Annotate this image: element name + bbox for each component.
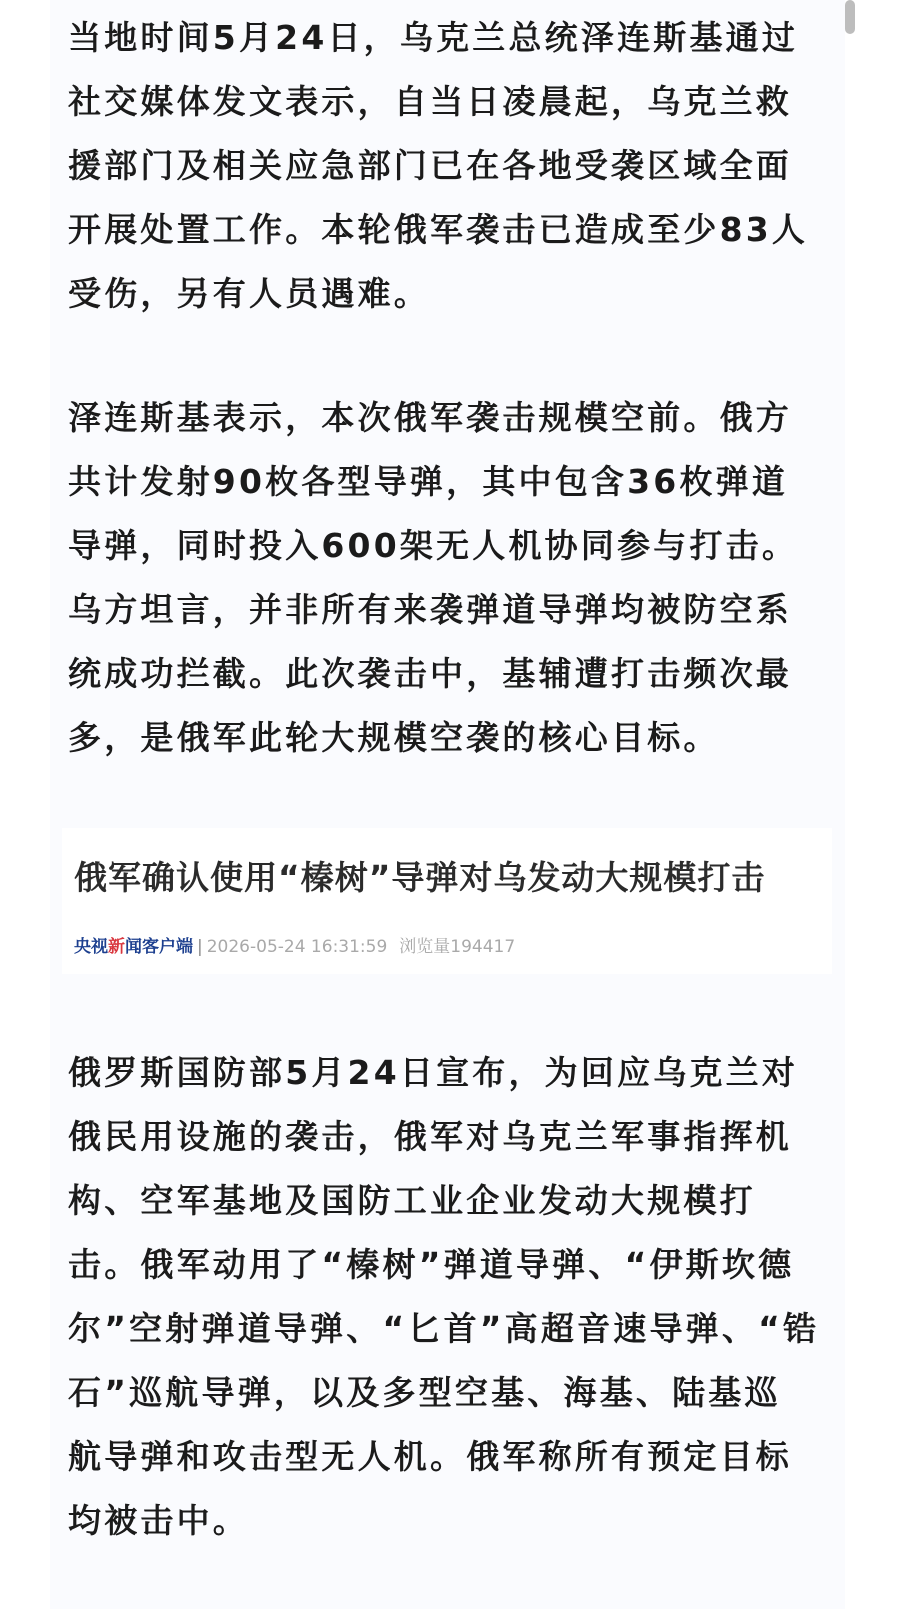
paragraph-line: 社交媒体发文表示，自当日凌晨起，乌克兰救 bbox=[68, 82, 792, 121]
paragraph-line: 俄罗斯国防部5月24日宣布，为回应乌克兰对 bbox=[68, 1053, 799, 1092]
paragraph-line: 共计发射90枚各型导弹，其中包含36枚弹道 bbox=[68, 462, 789, 501]
news-headline[interactable]: 俄军确认使用“榛树”导弹对乌发动大规模打击 bbox=[74, 858, 766, 897]
scrollbar-thumb[interactable] bbox=[845, 0, 855, 34]
article-paragraph-1 bbox=[68, 6, 828, 326]
paragraph-line: 开展处置工作。本轮俄军袭击已造成至少83人 bbox=[68, 210, 809, 249]
paragraph-line: 当地时间5月24日，乌克兰总统泽连斯基通过 bbox=[68, 18, 799, 57]
paragraph-line: 尔”空射弹道导弹、“匕首”高超音速导弹、“锆 bbox=[68, 1309, 820, 1348]
paragraph-line: 导弹，同时投入600架无人机协同参与打击。 bbox=[68, 526, 799, 565]
article-paragraph-3 bbox=[68, 1041, 828, 1553]
paragraph-line: 泽连斯基表示，本次俄军袭击规模空前。俄方 bbox=[68, 398, 792, 437]
news-meta bbox=[74, 932, 515, 957]
article-paragraph-2 bbox=[68, 386, 828, 770]
embedded-news-card[interactable] bbox=[62, 828, 832, 974]
paragraph-line: 受伤，另有人员遇难。 bbox=[68, 274, 430, 313]
paragraph-line: 石”巡航导弹，以及多型空基、海基、陆基巡 bbox=[68, 1373, 781, 1412]
paragraph-line: 航导弹和攻击型无人机。俄军称所有预定目标 bbox=[68, 1437, 792, 1476]
paragraph-line: 多，是俄军此轮大规模空袭的核心目标。 bbox=[68, 718, 720, 757]
paragraph-line: 俄民用设施的袭击，俄军对乌克兰军事指挥机 bbox=[68, 1117, 792, 1156]
paragraph-line: 统成功拦截。此次袭击中，基辅遭打击频次最 bbox=[68, 654, 792, 693]
paragraph-line: 击。俄军动用了“榛树”弹道导弹、“伊斯坎德 bbox=[68, 1245, 795, 1284]
paragraph-line: 乌方坦言，并非所有来袭弹道导弹均被防空系 bbox=[68, 590, 792, 629]
paragraph-line: 援部门及相关应急部门已在各地受袭区域全面 bbox=[68, 146, 792, 185]
news-datetime: 2026-05-24 16:31:59 bbox=[206, 937, 388, 957]
view-count: 浏览量194417 bbox=[399, 937, 516, 957]
paragraph-line: 构、空军基地及国防工业企业发动大规模打 bbox=[68, 1181, 756, 1220]
meta-separator: | bbox=[197, 937, 203, 957]
source-logo: 央视新闻客户端 bbox=[74, 937, 193, 957]
paragraph-line: 均被击中。 bbox=[68, 1501, 249, 1540]
